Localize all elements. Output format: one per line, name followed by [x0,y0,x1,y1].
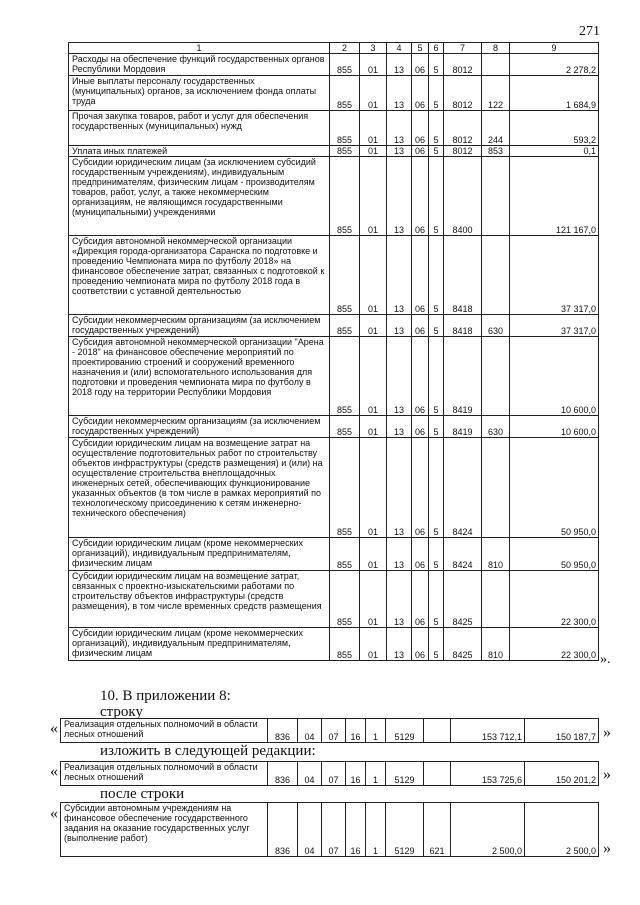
cell: 630 [482,416,510,438]
row-description: Иные выплаты персоналу государственных (муниципальных) органов, за исключением фонда оплаты труда [69,76,330,111]
cell: 13 [387,315,412,337]
cell [482,337,510,416]
cell: 06 [412,571,429,628]
row-description: Субсидия автономной некоммерческой организации "Арена - 2018" на финансовое обеспечение мероприятий по проектированию строений и сооружений временного назначения и (или) вспомогательного использования для подготовки и проведения чемпионата мира по футболу в 2018 году на территории Республики Мордовия [69,337,330,416]
cell: 06 [412,157,429,236]
cell: 06 [412,416,429,438]
cell: 836 [268,762,298,786]
header-cell: 4 [387,43,412,54]
table-row [69,416,599,438]
cell: 01 [360,315,387,337]
cell [482,236,510,315]
row-description: Реализация отдельных полномочий в области лесных отношений [61,762,268,786]
cell: 13 [387,146,412,157]
open-quote: « [50,805,58,822]
cell: 855 [330,315,360,337]
cell: 13 [387,628,412,661]
cell: 810 [482,538,510,571]
header-cell: 7 [444,43,482,54]
cell: 5129 [386,719,424,743]
cell: 122 [482,76,510,111]
row-description: Реализация отдельных полномочий в области лесных отношений [61,719,268,743]
amount-cell: 153 712,1 [451,719,525,743]
cell: 01 [360,236,387,315]
cell [424,719,451,743]
cell [482,438,510,538]
cell: 621 [424,803,451,857]
row-description: Субсидии юридическим лицам на возмещение затрат, связанных с проектно-изыскательскими работами по строительству объектов инфраструктуры (средств размещения), в том числе временных средств размещения [69,571,330,628]
instruction-posle: после строки [100,786,185,802]
after-row-table [60,802,599,857]
cell: 01 [360,146,387,157]
cell: 04 [298,762,322,786]
cell: 855 [330,337,360,416]
budget-table [68,42,599,661]
table-row [69,157,599,236]
instruction-stroku: строку [100,704,143,720]
cell: 01 [360,76,387,111]
header-cell: 2 [330,43,360,54]
cell: 06 [412,111,429,146]
cell: 1 [366,762,386,786]
cell [424,762,451,786]
amount-cell: 2 500,0 [451,803,525,857]
cell: 1 [366,803,386,857]
header-cell: 3 [360,43,387,54]
amount-cell: 153 725,6 [451,762,525,786]
table-row [69,628,599,661]
page-number: 271 [579,24,600,39]
cell: 855 [330,54,360,76]
cell: 16 [346,719,366,743]
cell: 04 [298,803,322,857]
amount-cell: 2 278,2 [510,54,599,76]
cell: 855 [330,416,360,438]
header-cell: 8 [482,43,510,54]
cell: 01 [360,628,387,661]
cell: 07 [322,803,346,857]
amount-cell: 10 600,0 [510,337,599,416]
cell: 06 [412,76,429,111]
cell: 5 [429,416,444,438]
amount-cell: 1 684,9 [510,76,599,111]
cell: 8425 [444,571,482,628]
cell: 13 [387,438,412,538]
amount-cell: 0,1 [510,146,599,157]
row-description: Субсидии некоммерческим организациям (за исключением государственных учреждений) [69,416,330,438]
row-description: Расходы на обеспечение функций государственных органов Республики Мордовия [69,54,330,76]
close-quote: » [603,724,611,741]
table-row [69,538,599,571]
row-description: Субсидии некоммерческим организациям (за исключением государственных учреждений) [69,315,330,337]
cell: 06 [412,54,429,76]
cell: 06 [412,236,429,315]
cell: 5 [429,337,444,416]
cell [482,571,510,628]
cell: 16 [346,803,366,857]
table-row [69,315,599,337]
table-header-row [69,43,599,54]
cell: 5 [429,236,444,315]
cell: 13 [387,236,412,315]
cell: 13 [387,157,412,236]
cell: 630 [482,315,510,337]
cell: 5 [429,146,444,157]
cell [482,54,510,76]
amount-cell: 593,2 [510,111,599,146]
amount-cell: 150 187,7 [525,719,599,743]
cell: 855 [330,111,360,146]
table-row [69,146,599,157]
new-row-table [60,761,599,786]
cell: 5 [429,157,444,236]
cell: 5129 [386,762,424,786]
close-quote: » [603,766,611,783]
cell: 8012 [444,54,482,76]
cell: 244 [482,111,510,146]
cell: 855 [330,236,360,315]
cell: 855 [330,628,360,661]
amount-cell: 2 500,0 [525,803,599,857]
cell: 04 [298,719,322,743]
cell: 855 [330,438,360,538]
cell: 13 [387,416,412,438]
row-description: Субсидии юридическим лицам (за исключением субсидий государственным учреждениям), индивидуальным предпринимателям, физическим лицам - производителям товаров, работ, услуг, а также некоммерческим организациям, не являющимся государственными (муниципальными) учреждениями [69,157,330,236]
header-cell: 9 [510,43,599,54]
cell: 5 [429,111,444,146]
section-heading: 10. В приложении 8: [100,688,231,704]
closing-quote: ». [600,652,611,667]
cell: 855 [330,571,360,628]
cell: 13 [387,538,412,571]
cell: 06 [412,146,429,157]
amount-cell: 150 201,2 [525,762,599,786]
cell: 01 [360,111,387,146]
cell: 06 [412,337,429,416]
cell: 8424 [444,438,482,538]
table-row [61,719,599,743]
cell: 07 [322,719,346,743]
table-row [69,76,599,111]
cell: 8424 [444,538,482,571]
cell: 07 [322,762,346,786]
cell: 8418 [444,315,482,337]
table-row [61,762,599,786]
cell: 01 [360,416,387,438]
cell: 8425 [444,628,482,661]
cell: 8012 [444,146,482,157]
instruction-izlozhit: изложить в следующей редакции: [100,743,316,759]
cell: 855 [330,538,360,571]
cell: 5 [429,571,444,628]
row-description: Субсидии юридическим лицам (кроме некоммерческих организаций), индивидуальным предпринимателям, физическим лицам [69,628,330,661]
table-row [69,438,599,538]
cell: 5 [429,315,444,337]
amount-cell: 10 600,0 [510,416,599,438]
cell: 855 [330,76,360,111]
cell: 01 [360,538,387,571]
cell: 01 [360,438,387,538]
cell: 13 [387,76,412,111]
cell: 855 [330,146,360,157]
cell: 5 [429,538,444,571]
cell: 836 [268,719,298,743]
amount-cell: 50 950,0 [510,538,599,571]
cell: 8419 [444,337,482,416]
row-description: Уплата иных платежей [69,146,330,157]
cell: 13 [387,571,412,628]
table-row [69,571,599,628]
cell: 8418 [444,236,482,315]
table-row [69,236,599,315]
open-quote: « [50,763,58,780]
row-description: Субсидии автономным учреждениям на финансовое обеспечение государственного задания на оказание государственных услуг (выполнение работ) [61,803,268,857]
row-description: Субсидия автономной некоммерческой организации «Дирекция города-организатора Саранска по подготовке и проведению Чемпионата мира по футболу 2018» на финансовое обеспечение затрат, связанных с подготовкой к проведению чемпионата мира по футболу 2018 года в соответствии с уставной деятельностью [69,236,330,315]
header-cell: 5 [412,43,429,54]
cell: 853 [482,146,510,157]
cell: 1 [366,719,386,743]
cell: 855 [330,157,360,236]
close-quote: » [603,840,611,857]
table-row [61,803,599,857]
cell: 8419 [444,416,482,438]
table-row [69,54,599,76]
cell: 01 [360,157,387,236]
amount-cell: 22 300,0 [510,628,599,661]
cell: 836 [268,803,298,857]
amount-cell: 121 167,0 [510,157,599,236]
cell: 8012 [444,76,482,111]
cell: 13 [387,54,412,76]
table-row [69,111,599,146]
cell: 01 [360,54,387,76]
amount-cell: 37 317,0 [510,236,599,315]
cell: 8012 [444,111,482,146]
open-quote: « [50,720,58,737]
cell: 5 [429,76,444,111]
cell: 13 [387,111,412,146]
amount-cell: 50 950,0 [510,438,599,538]
cell [482,157,510,236]
table-row [69,337,599,416]
old-row-table [60,718,599,743]
cell: 8400 [444,157,482,236]
cell: 16 [346,762,366,786]
row-description: Субсидии юридическим лицам (кроме некоммерческих организаций), индивидуальным предпринимателям, физическим лицам [69,538,330,571]
cell: 5 [429,628,444,661]
cell: 5 [429,54,444,76]
cell: 06 [412,628,429,661]
row-description: Прочая закупка товаров, работ и услуг для обеспечения государственных (муниципальных) нужд [69,111,330,146]
cell: 01 [360,571,387,628]
row-description: Субсидии юридическим лицам на возмещение затрат на осуществление подготовительных работ по строительству объектов инфраструктуры (средств размещения) и (или) на осуществление строительства внеплощадочных инженерных сетей, обеспечивающих функционирование указанных объектов (в том числе в рамках мероприятий по технологическому присоединению к сетям инженерно-технического обеспечения) [69,438,330,538]
cell: 06 [412,438,429,538]
cell: 13 [387,337,412,416]
header-cell: 6 [429,43,444,54]
cell: 5 [429,438,444,538]
cell: 810 [482,628,510,661]
cell: 01 [360,337,387,416]
header-cell: 1 [69,43,330,54]
amount-cell: 22 300,0 [510,571,599,628]
cell: 5129 [386,803,424,857]
amount-cell: 37 317,0 [510,315,599,337]
cell: 06 [412,315,429,337]
cell: 06 [412,538,429,571]
